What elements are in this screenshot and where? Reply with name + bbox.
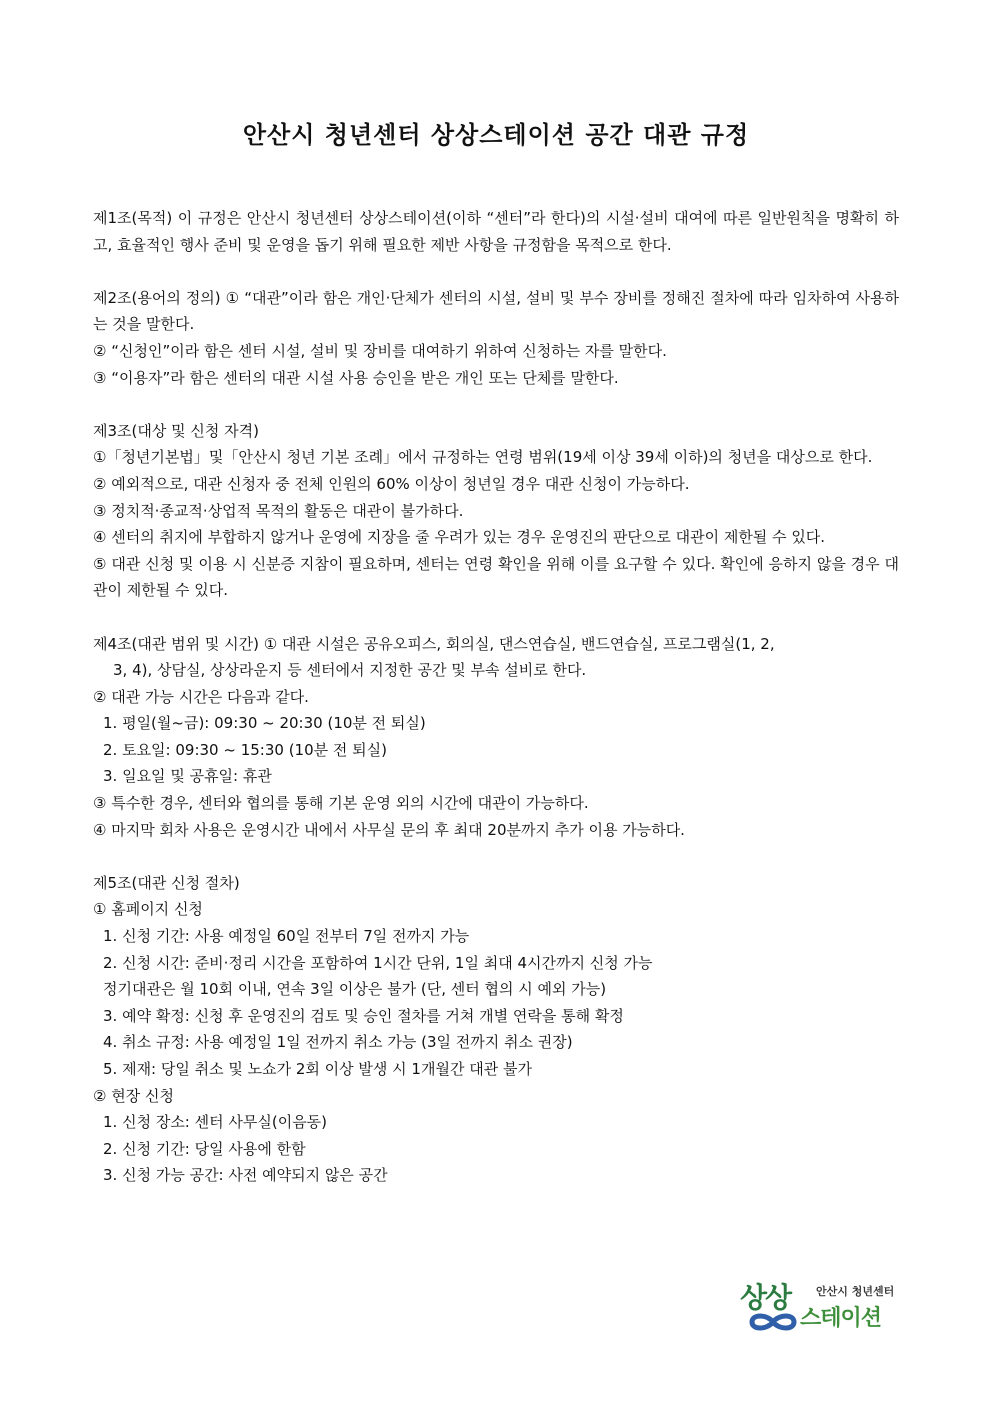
article-3-clause-2: ② 예외적으로, 대관 신청자 중 전체 인원의 60% 이상이 청년일 경우 대관 신청이 가능하다.: [93, 474, 690, 493]
article-2-clause-1: 제2조(용어의 정의) ① “대관”이라 함은 개인·단체가 센터의 시설, 설비 및 부수 장비를 정해진 절차에 따라 임차하여 사용하는 것을 말한다.: [93, 288, 899, 334]
article-5-item-4: 4. 취소 규정: 사용 예정일 1일 전까지 취소 가능 (3일 전까지 취소 권장): [103, 1033, 573, 1052]
sangsang-station-logo: [740, 1283, 900, 1337]
article-5-item-2: 2. 신청 시간: 준비·정리 시간을 포함하여 1시간 단위, 1일 최대 4시간까지 신청 가능: [103, 953, 653, 972]
article-4-item-1: 1. 평일(월~금): 09:30 ~ 20:30 (10분 전 퇴실): [103, 714, 426, 733]
article-4-clause-1: 제4조(대관 범위 및 시간) ① 대관 시설은 공유오피스, 회의실, 댄스연습실, 밴드연습실, 프로그램실(1, 2,: [93, 634, 775, 653]
article-5-onsite-item-2: 2. 신청 기간: 당일 사용에 한함: [103, 1139, 306, 1158]
article-4-item-3: 3. 일요일 및 공휴일: 휴관: [103, 767, 272, 786]
article-5-item-5: 5. 제재: 당일 취소 및 노쇼가 2회 이상 발생 시 1개월간 대관 불가: [103, 1060, 532, 1078]
logo-mark-text: 상상: [740, 1281, 791, 1314]
article-3-clause-3: ③ 정치적·종교적·상업적 목적의 활동은 대관이 불가하다.: [93, 501, 464, 520]
article-5-heading: 제5조(대관 신청 절차): [93, 873, 240, 892]
article-5-section-1: ① 홈페이지 신청: [93, 900, 203, 919]
article-4-item-2: 2. 토요일: 09:30 ~ 15:30 (10분 전 퇴실): [103, 740, 387, 759]
document-title: 안산시 청년센터 상상스테이션 공간 대관 규정: [242, 121, 750, 149]
logo-name-text: 스테이션: [800, 1306, 882, 1331]
article-1: 제1조(목적) 이 규정은 안산시 청년센터 상상스테이션(이하 “센터”라 한다)의 시설·설비 대여에 따른 일반원칙을 명확히 하고, 효율적인 행사 준비 및 운영을 돕기 위해 필요한 제반 사항을 규정함을 목적으로 한다.: [93, 209, 899, 254]
document-body: [93, 205, 899, 1189]
article-5-item-1: 1. 신청 기간: 사용 예정일 60일 전부터 7일 전까지 가능: [103, 927, 470, 946]
article-5-item-3: 3. 예약 확정: 신청 후 운영진의 검토 및 승인 절차를 거쳐 개별 연락을 통해 확정: [103, 1006, 624, 1025]
infinity-icon: [746, 1311, 800, 1333]
article-3-clause-1: ①「청년기본법」및「안산시 청년 기본 조례」에서 규정하는 연령 범위(19세 이상 39세 이하)의 청년을 대상으로 한다.: [93, 448, 873, 467]
article-2-clause-2: ② “신청인”이라 함은 센터 시설, 설비 및 장비를 대여하기 위하여 신청하는 자를 말한다.: [93, 341, 667, 360]
article-4-clause-4: ④ 마지막 회차 사용은 운영시간 내에서 사무실 문의 후 최대 20분까지 추가 이용 가능하다.: [93, 820, 685, 839]
article-4-clause-3: ③ 특수한 경우, 센터와 협의를 통해 기본 운영 외의 시간에 대관이 가능하다.: [93, 794, 589, 813]
article-5-onsite-item-3: 3. 신청 가능 공간: 사전 예약되지 않은 공간: [103, 1166, 388, 1185]
article-4-clause-2: ② 대관 가능 시간은 다음과 같다.: [93, 687, 309, 706]
article-3-clause-4: ④ 센터의 취지에 부합하지 않거나 운영에 지장을 줄 우려가 있는 경우 운영진의 판단으로 대관이 제한될 수 있다.: [93, 528, 826, 547]
article-5-item-2-note: 정기대관은 월 10회 이내, 연속 3일 이상은 불가 (단, 센터 협의 시 예외 가능): [103, 980, 607, 999]
article-5-onsite-item-1: 1. 신청 장소: 센터 사무실(이음동): [103, 1113, 328, 1132]
article-5-section-2: ② 현장 신청: [93, 1086, 174, 1105]
article-3-clause-5: ⑤ 대관 신청 및 이용 시 신분증 지참이 필요하며, 센터는 연령 확인을 위해 이를 요구할 수 있다. 확인에 응하지 않을 경우 대관이 제한될 수 있다.: [93, 554, 899, 600]
article-3-heading: 제3조(대상 및 신청 자격): [93, 421, 259, 440]
logo-org-text: 안산시 청년센터: [816, 1285, 895, 1298]
article-2-clause-3: ③ “이용자”라 함은 센터의 대관 시설 사용 승인을 받은 개인 또는 단체를 말한다.: [93, 368, 619, 387]
article-4-clause-1-cont: 3, 4), 상담실, 상상라운지 등 센터에서 지정한 공간 및 부속 설비로 한다.: [113, 661, 587, 680]
